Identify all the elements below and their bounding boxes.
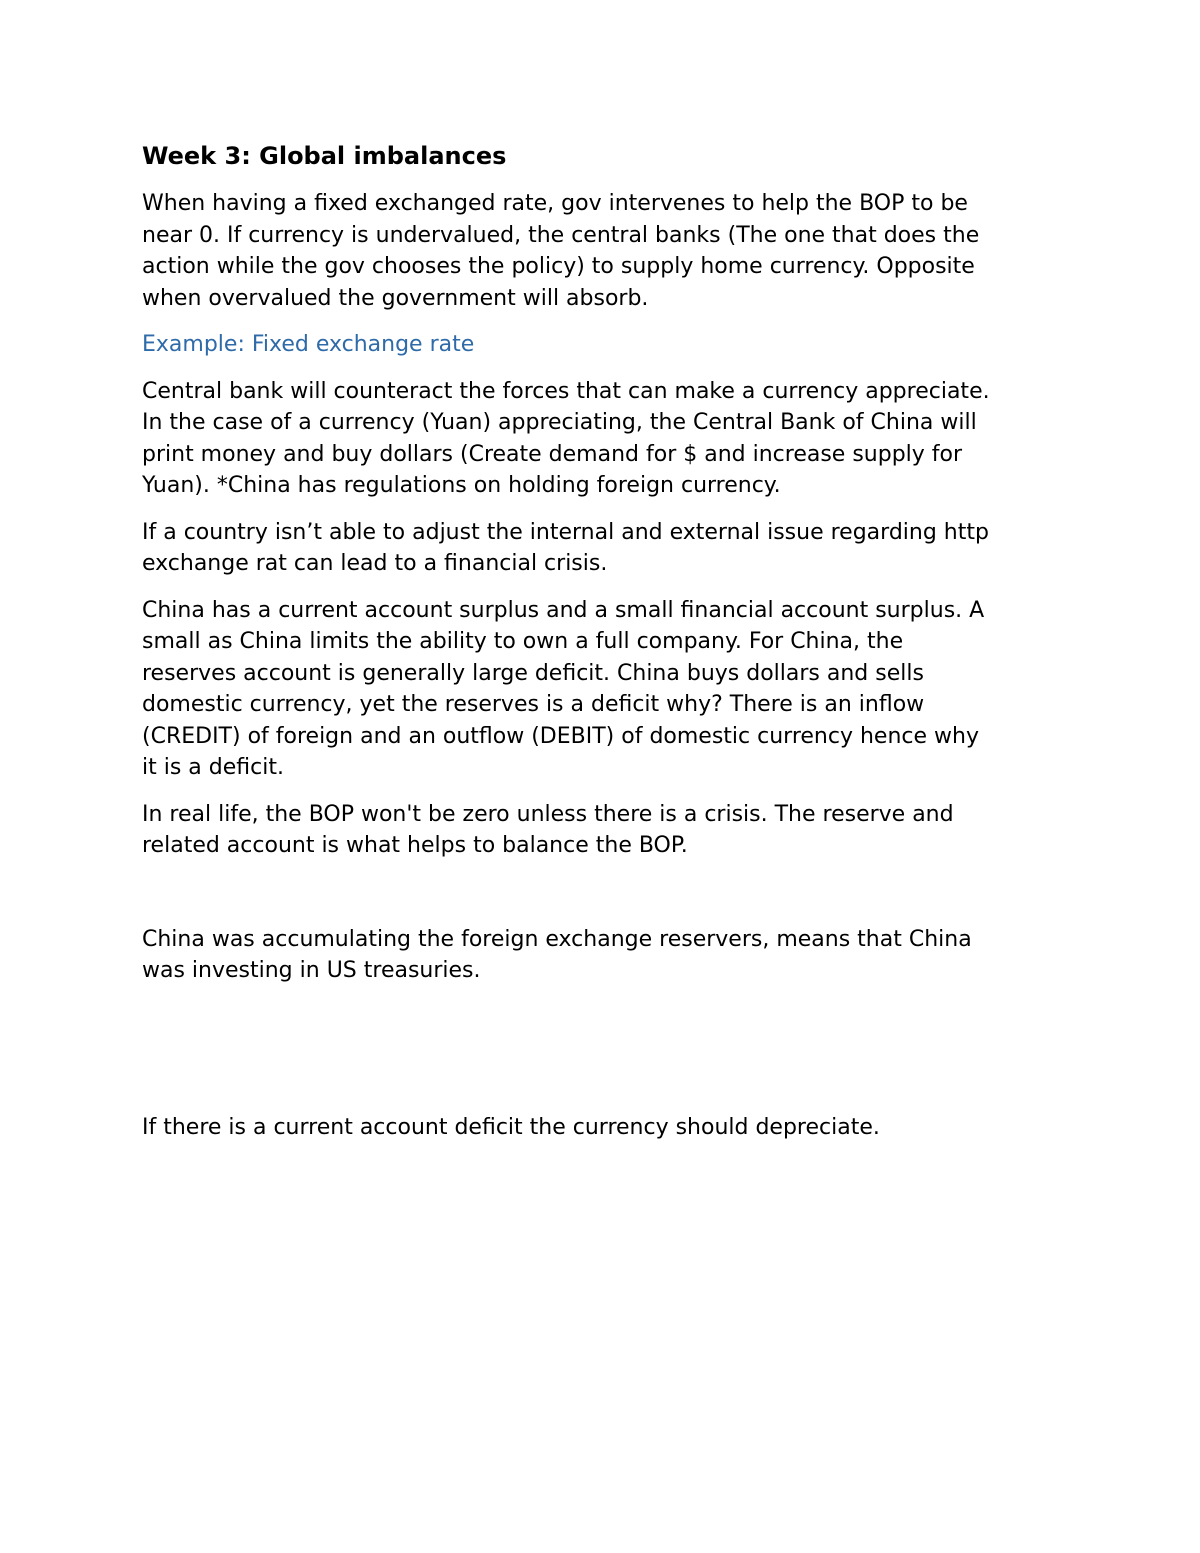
example-subheading: Example: Fixed exchange rate <box>142 332 475 357</box>
paragraph-reserves-treasuries <box>142 924 1062 987</box>
text-line: Yuan). *China has regulations on holding foreign currency. <box>142 473 781 498</box>
text-line: action while the gov chooses the policy) to supply home currency. Opposite <box>142 254 975 279</box>
page-title: Week 3: Global imbalances <box>142 142 507 170</box>
text-line: When having a fixed exchanged rate, gov intervenes to help the BOP to be <box>142 191 968 216</box>
text-line: near 0. If currency is undervalued, the central banks (The one that does the <box>142 222 980 248</box>
text-line: In real life, the BOP won't be zero unless there is a crisis. The reserve and <box>142 801 954 827</box>
paragraph-financial-crisis <box>142 517 1062 580</box>
text-line: print money and buy dollars (Create demand for $ and increase supply for <box>142 441 963 467</box>
text-line: China was accumulating the foreign exchange reservers, means that China <box>142 926 972 952</box>
text-line: when overvalued the government will absorb. <box>142 285 649 311</box>
paragraph-china-surplus <box>142 595 1062 784</box>
text-line: small as China limits the ability to own a full company. For China, the <box>142 629 904 654</box>
paragraph-central-bank <box>142 376 1062 502</box>
document-body <box>142 140 1062 1158</box>
paragraph-bop-real-life <box>142 799 1062 862</box>
text-line: was investing in US treasuries. <box>142 958 481 983</box>
blank-line <box>142 877 1062 924</box>
text-line: it is a deficit. <box>142 755 284 780</box>
blank-lines <box>142 1002 1062 1112</box>
paragraph-current-account-deficit <box>142 1112 1062 1144</box>
text-line: Central bank will counteract the forces that can make a currency appreciate. <box>142 378 990 404</box>
text-line: If a country isn’t able to adjust the internal and external issue regarding http <box>142 519 989 545</box>
text-line: China has a current account surplus and a small financial account surplus. A <box>142 597 985 623</box>
text-line: (CREDIT) of foreign and an outflow (DEBIT) of domestic currency hence why <box>142 723 979 749</box>
text-line: reserves account is generally large deficit. China buys dollars and sells <box>142 660 924 686</box>
text-line: exchange rat can lead to a financial crisis. <box>142 551 608 576</box>
text-line: domestic currency, yet the reserves is a deficit why? There is an inflow <box>142 692 925 717</box>
text-line: In the case of a currency (Yuan) appreciating, the Central Bank of China will <box>142 410 977 435</box>
text-line: related account is what helps to balance the BOP. <box>142 833 688 858</box>
text-line: If there is a current account deficit the currency should depreciate. <box>142 1114 880 1140</box>
paragraph-fixed-exchange <box>142 188 1062 314</box>
